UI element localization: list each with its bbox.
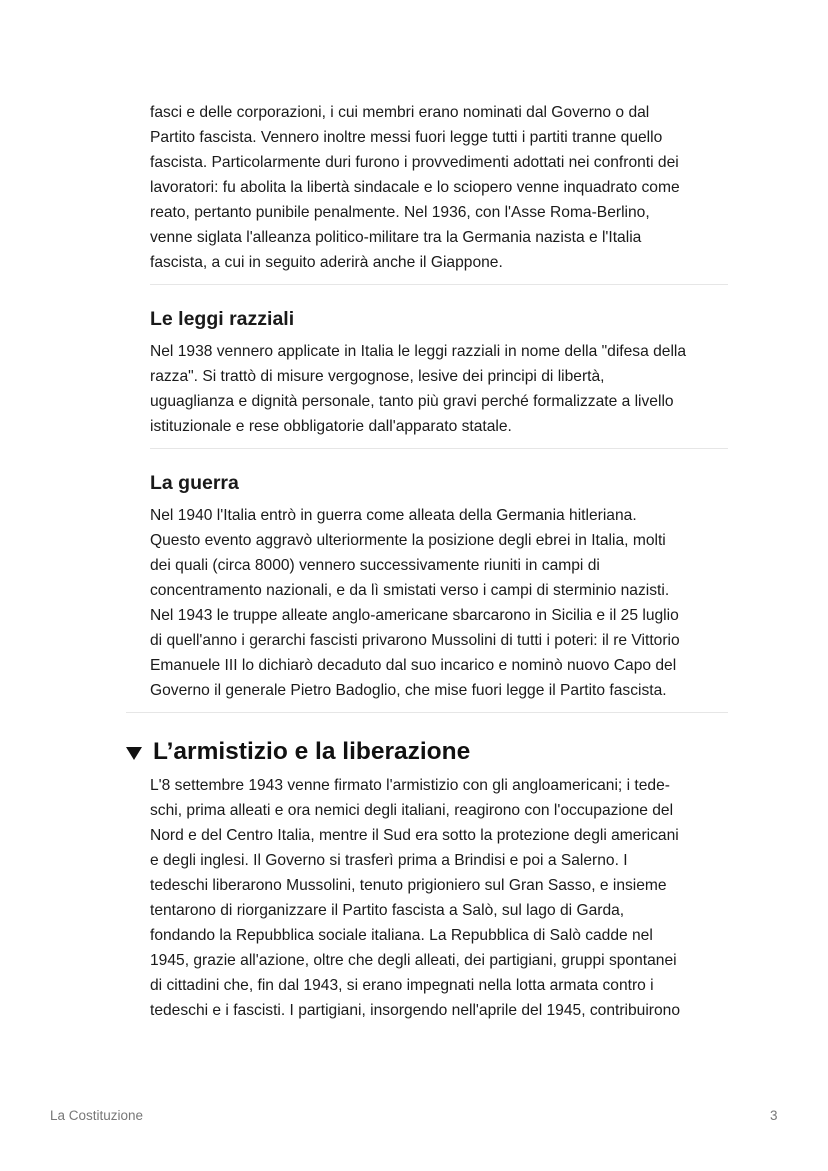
text-line: lavoratori: fu abolita la libertà sindacale e lo sciopero venne inquadrato come xyxy=(150,179,680,196)
page-number: 3 xyxy=(770,1108,778,1123)
section-divider xyxy=(150,448,728,449)
footer-title: La Costituzione xyxy=(50,1108,144,1123)
section-divider xyxy=(150,284,728,285)
section-armistizio xyxy=(126,735,730,1023)
toggle-content xyxy=(150,773,730,1023)
text-line: fascista, a cui in seguito aderirà anche il Giappone. xyxy=(150,254,503,271)
text-line: razza". Si trattò di misure vergognose, lesive dei principi di libertà, xyxy=(150,368,605,385)
text-line: Emanuele III lo dichiarò decaduto dal suo incarico e nominò nuovo Capo del xyxy=(150,657,677,674)
toggle-heading[interactable] xyxy=(126,735,730,769)
text-line: istituzionale e rese obbligatorie dall'apparato statale. xyxy=(150,418,512,435)
text-line: concentramento nazionali, e da lì smistati verso i campi di sterminio nazisti. xyxy=(150,582,670,599)
section-heading: La guerra xyxy=(150,472,239,494)
text-line: e degli inglesi. Il Governo si trasferì prima a Brindisi e poi a Salerno. I xyxy=(150,852,628,869)
section-paragraph xyxy=(150,773,730,1023)
text-line: Questo evento aggravò ulteriormente la posizione degli ebrei in Italia, molti xyxy=(150,532,666,549)
section-la-guerra xyxy=(150,469,730,703)
intro-paragraph xyxy=(150,100,730,275)
text-line: 1945, grazie all'azione, oltre che degli alleati, dei partigiani, gruppi spontanei xyxy=(150,952,677,969)
text-line: venne siglata l'alleanza politico-militare tra la Germania nazista e l'Italia xyxy=(150,229,642,246)
text-line: uguaglianza e dignità personale, tanto più gravi perché formalizzate a livello xyxy=(150,393,674,410)
section-paragraph xyxy=(150,339,730,439)
section-heading: Le leggi razziali xyxy=(150,308,295,330)
section-divider xyxy=(126,712,728,713)
text-line: Governo il generale Pietro Badoglio, che mise fuori legge il Partito fascista. xyxy=(150,682,667,699)
text-line: Partito fascista. Vennero inoltre messi fuori legge tutti i partiti tranne quello xyxy=(150,129,663,146)
text-line: dei quali (circa 8000) vennero successivamente riuniti in campi di xyxy=(150,557,600,574)
text-line: tentarono di riorganizzare il Partito fascista a Salò, sul lago di Garda, xyxy=(150,902,625,919)
intro-paragraph-block xyxy=(150,100,730,275)
triangle-down-icon[interactable] xyxy=(126,747,142,760)
toggle-heading-label: L’armistizio e la liberazione xyxy=(153,738,471,765)
text-line: Nord e del Centro Italia, mentre il Sud era sotto la protezione degli americani xyxy=(150,827,679,844)
text-line: tedeschi e i fascisti. I partigiani, insorgendo nell'aprile del 1945, contribuirono xyxy=(150,1002,681,1019)
text-line: di cittadini che, fin dal 1943, si erano impegnati nella lotta armata contro i xyxy=(150,977,654,994)
text-line: reato, pertanto punibile penalmente. Nel 1936, con l'Asse Roma-Berlino, xyxy=(150,204,650,221)
section-paragraph xyxy=(150,503,730,703)
text-line: tedeschi liberarono Mussolini, tenuto prigioniero sul Gran Sasso, e insieme xyxy=(150,877,667,894)
section-leggi-razziali xyxy=(150,305,730,439)
text-line: fascista. Particolarmente duri furono i provvedimenti adottati nei confronti dei xyxy=(150,154,679,171)
text-line: fasci e delle corporazioni, i cui membri erano nominati dal Governo o dal xyxy=(150,104,650,121)
text-line: schi, prima alleati e ora nemici degli italiani, reagirono con l'occupazione del xyxy=(150,802,674,819)
text-line: L'8 settembre 1943 venne firmato l'armistizio con gli angloamericani; i tede- xyxy=(150,777,670,794)
text-line: Nel 1943 le truppe alleate anglo-americane sbarcarono in Sicilia e il 25 luglio xyxy=(150,607,679,624)
text-line: Nel 1938 vennero applicate in Italia le leggi razziali in nome della "difesa della xyxy=(150,343,687,360)
text-line: Nel 1940 l'Italia entrò in guerra come alleata della Germania hitleriana. xyxy=(150,507,637,524)
text-line: di quell'anno i gerarchi fascisti privarono Mussolini di tutti i poteri: il re Vittorio xyxy=(150,632,680,649)
text-line: fondando la Repubblica sociale italiana. La Repubblica di Salò cadde nel xyxy=(150,927,653,944)
